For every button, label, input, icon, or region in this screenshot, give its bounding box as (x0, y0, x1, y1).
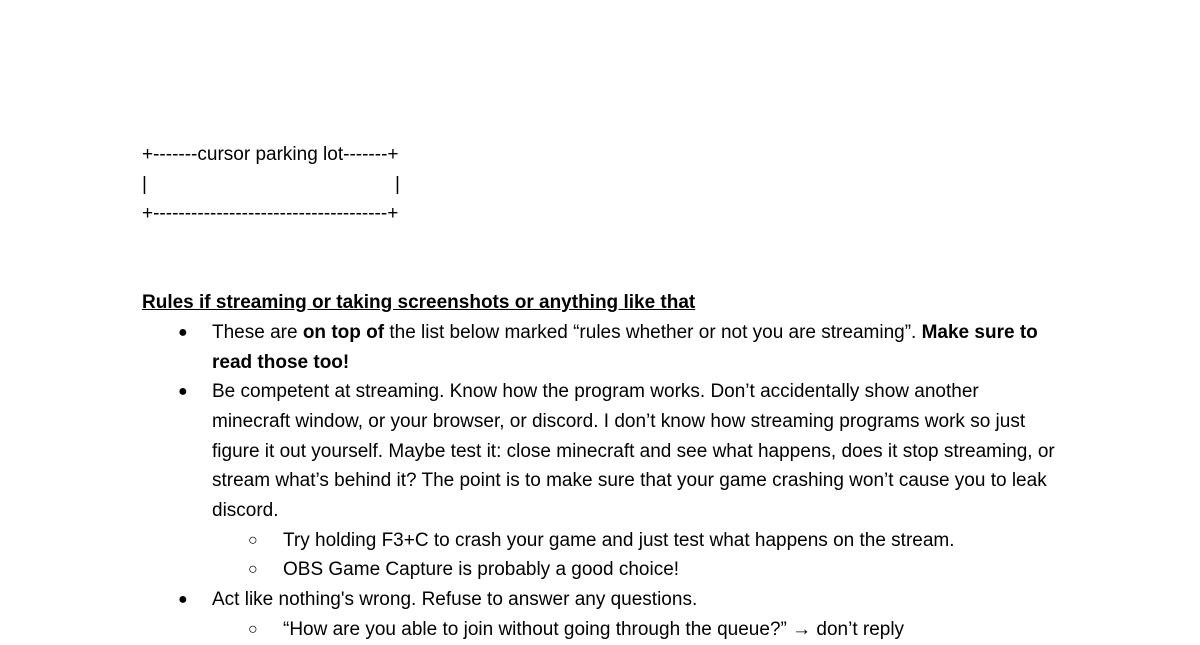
circle-bullet-icon: ○ (248, 531, 258, 549)
sub-item-text: OBS Game Capture is probably a good choice! (283, 559, 680, 581)
list-item (142, 585, 1062, 644)
ascii-box-top: +-------cursor parking lot-------+ (142, 144, 399, 165)
bullet-icon: ● (178, 383, 188, 401)
item-text: Act like nothing's wrong. Refuse to answer any questions. (212, 589, 698, 611)
sub-list-item (212, 526, 1062, 556)
circle-bullet-icon: ○ (248, 561, 258, 579)
list-item (142, 318, 1062, 377)
spacer (142, 229, 1062, 288)
ascii-box-middle: | | (142, 173, 400, 195)
bullet-icon: ● (178, 591, 188, 609)
cursor-parking-lot (142, 140, 1062, 229)
item-text: These are (212, 321, 303, 343)
item-bold-text: Make sure to read those too! (212, 321, 1038, 373)
item-text: the list below marked “rules whether or not you are streaming”. (384, 321, 922, 343)
circle-bullet-icon: ○ (248, 620, 258, 638)
item-bold-text: on top of (302, 321, 385, 343)
document-body (142, 140, 1062, 645)
ascii-box-bottom: +-------------------------------------+ (142, 203, 399, 225)
sub-list (212, 526, 1062, 585)
rules-list (142, 318, 1062, 645)
bullet-icon: ● (178, 323, 188, 341)
sub-list-item (212, 555, 1062, 585)
sub-item-text: “How are you able to join without going through the queue?” → don’t reply (283, 618, 905, 640)
list-item (142, 377, 1062, 585)
item-text: Be competent at streaming. Know how the program works. Don’t accidentally show another minecraft window, or your browser, or discord. I don’t know how streaming programs work so just figure it out yourself. Maybe test it: close minecraft and see what happens, does it stop streaming, or stream what’s behind it? The point is to make sure that your game crashing won’t cause you to leak discord. (212, 381, 1055, 522)
sub-item-text: Try holding F3+C to crash your game and just test what happens on the stream. (283, 529, 955, 551)
section-heading: Rules if streaming or taking screenshots or anything like that (142, 292, 696, 314)
